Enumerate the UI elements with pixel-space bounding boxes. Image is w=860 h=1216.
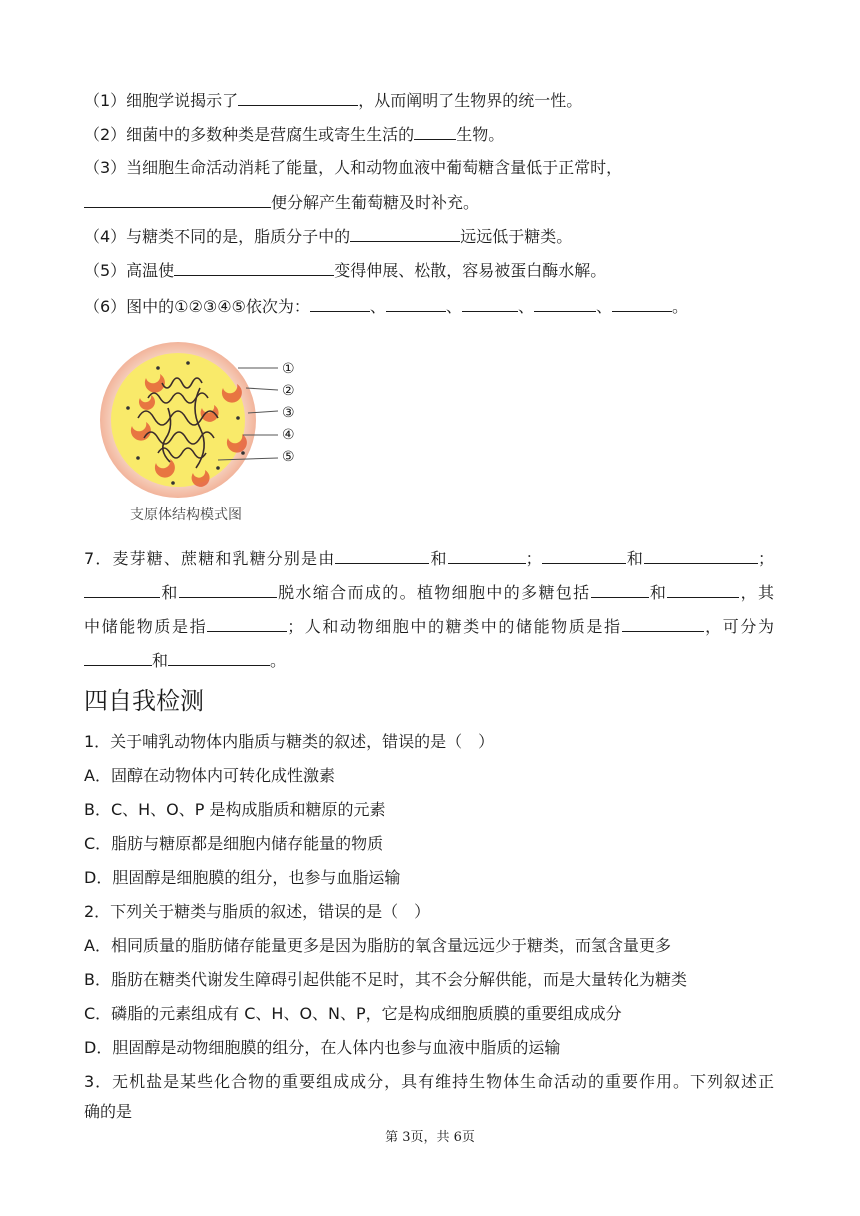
q7-and: 和	[152, 651, 169, 670]
q5-text-a: （5）高温使	[84, 261, 175, 280]
figure-caption: 支原体结构模式图	[130, 507, 242, 523]
separator: 、	[595, 297, 612, 316]
q7-blank-5[interactable]	[84, 582, 160, 598]
q7-blank-3[interactable]	[542, 548, 626, 564]
q7-blank-12[interactable]	[168, 650, 270, 666]
q5-blank[interactable]	[174, 260, 334, 276]
q7-blank-10[interactable]	[622, 616, 704, 632]
q6-text-a: （6）图中的①②③④⑤依次为：	[84, 297, 310, 316]
page-footer: 第 3页，共 6页	[385, 1130, 475, 1145]
fill-question-3-cont	[84, 192, 479, 213]
q7-text: 脱水缩合而成的。植物细胞中的多糖包括	[276, 583, 591, 602]
q3-blank[interactable]	[84, 192, 271, 208]
q4-text-b: 远远低于糖类。	[460, 227, 573, 246]
q4-blank[interactable]	[350, 226, 460, 242]
q2-text-a: （2）细菌中的多数种类是营腐生或寄生生活的	[84, 125, 415, 144]
label-4: ④	[282, 427, 295, 443]
q6-blank-2[interactable]	[386, 296, 446, 312]
fill-question-3	[84, 158, 622, 178]
question-2-stem: 2．下列关于糖类与脂质的叙述，错误的是（ ）	[84, 902, 431, 921]
cytoplasm	[111, 353, 245, 487]
q6-blank-4[interactable]	[534, 296, 596, 312]
question-1-option-d[interactable]: D．胆固醇是细胞膜的组分，也参与血脂运输	[84, 868, 401, 887]
q7-line-1	[84, 548, 774, 569]
q2-text-b: 生物。	[456, 125, 505, 144]
q7-line-3	[84, 616, 774, 637]
q7-text: ；人和动物细胞中的糖类中的储能物质是指	[287, 617, 622, 636]
q7-text: ，可分为	[703, 617, 774, 636]
separator: 、	[445, 297, 462, 316]
q1-text-a: （1）细胞学说揭示了	[84, 91, 239, 110]
q7-line-4	[84, 650, 286, 671]
q7-text: 7．麦芽糖、蔗糖和乳糖分别是由	[84, 549, 336, 568]
q1-text-b: ，从而阐明了生物界的统一性。	[358, 91, 583, 110]
q6-blank-1[interactable]	[310, 296, 370, 312]
q7-line-2	[84, 582, 774, 603]
fill-question-5	[84, 260, 606, 281]
q7-blank-2[interactable]	[448, 548, 526, 564]
fill-question-2	[84, 124, 504, 145]
q7-text: ，其	[739, 583, 774, 602]
question-2-option-b[interactable]: B．脂肪在糖类代谢发生障碍引起供能不足时，其不会分解供能，而是大量转化为糖类	[84, 970, 687, 989]
q7-blank-9[interactable]	[207, 616, 287, 632]
q4-text-a: （4）与糖类不同的是，脂质分子中的	[84, 227, 351, 246]
q7-semi: ；	[757, 549, 774, 568]
q7-text: 中储能物质是指	[84, 617, 208, 636]
figure-labels	[282, 358, 295, 468]
q6-blank-3[interactable]	[462, 296, 518, 312]
q7-blank-6[interactable]	[179, 582, 277, 598]
separator: 、	[369, 297, 386, 316]
q1-blank[interactable]	[238, 90, 358, 106]
label-5: ⑤	[282, 449, 295, 465]
period: 。	[270, 651, 287, 670]
q7-and: 和	[625, 549, 644, 568]
q7-and: 和	[160, 583, 179, 602]
fill-question-1	[84, 90, 582, 111]
q7-blank-1[interactable]	[335, 548, 429, 564]
q2-blank[interactable]	[414, 124, 456, 140]
fill-question-6	[84, 296, 688, 317]
question-2-option-c[interactable]: C．磷脂的元素组成有 C、H、O、N、P，它是构成细胞质膜的重要组成成分	[84, 1004, 622, 1023]
question-2-option-a[interactable]: A．相同质量的脂肪储存能量更多是因为脂肪的氧含量远远少于糖类，而氢含量更多	[84, 936, 671, 955]
label-3: ③	[282, 405, 295, 421]
question-3-stem: 3．无机盐是某些化合物的重要组成成分，具有维持生物体生命活动的重要作用。下列叙述正	[84, 1072, 774, 1091]
q7-and: 和	[648, 583, 668, 602]
question-1-option-b[interactable]: B．C、H、O、P 是构成脂质和糖原的元素	[84, 800, 386, 819]
q7-blank-4[interactable]	[644, 548, 758, 564]
q7-blank-8[interactable]	[667, 582, 739, 598]
q3-text-a: （3）当细胞生命活动消耗了能量，人和动物血液中葡萄糖含量低于正常时，	[84, 158, 623, 177]
label-2: ②	[282, 383, 295, 399]
q7-and: 和	[429, 549, 448, 568]
q7-semi: ；	[525, 549, 542, 568]
q6-blank-5[interactable]	[612, 296, 672, 312]
separator: 、	[517, 297, 534, 316]
question-3-stem-cont: 确的是	[84, 1102, 133, 1121]
q7-blank-7[interactable]	[591, 582, 649, 598]
q5-text-b: 变得伸展、松散，容易被蛋白酶水解。	[334, 261, 607, 280]
question-1-option-a[interactable]: A．固醇在动物体内可转化成性激素	[84, 766, 335, 785]
fill-question-4	[84, 226, 572, 247]
mycoplasma-figure	[98, 338, 318, 528]
label-1: ①	[282, 361, 295, 377]
period: 。	[671, 297, 688, 316]
question-1-option-c[interactable]: C．脂肪与糖原都是细胞内储存能量的物质	[84, 834, 384, 853]
q7-blank-11[interactable]	[84, 650, 152, 666]
question-2-option-d[interactable]: D．胆固醇是动物细胞膜的组分，在人体内也参与血液中脂质的运输	[84, 1038, 561, 1057]
section-heading: 四自我检测	[84, 687, 204, 715]
q3-text-b: 便分解产生葡萄糖及时补充。	[271, 193, 480, 212]
question-1-stem: 1．关于哺乳动物体内脂质与糖类的叙述，错误的是（ ）	[84, 732, 495, 751]
